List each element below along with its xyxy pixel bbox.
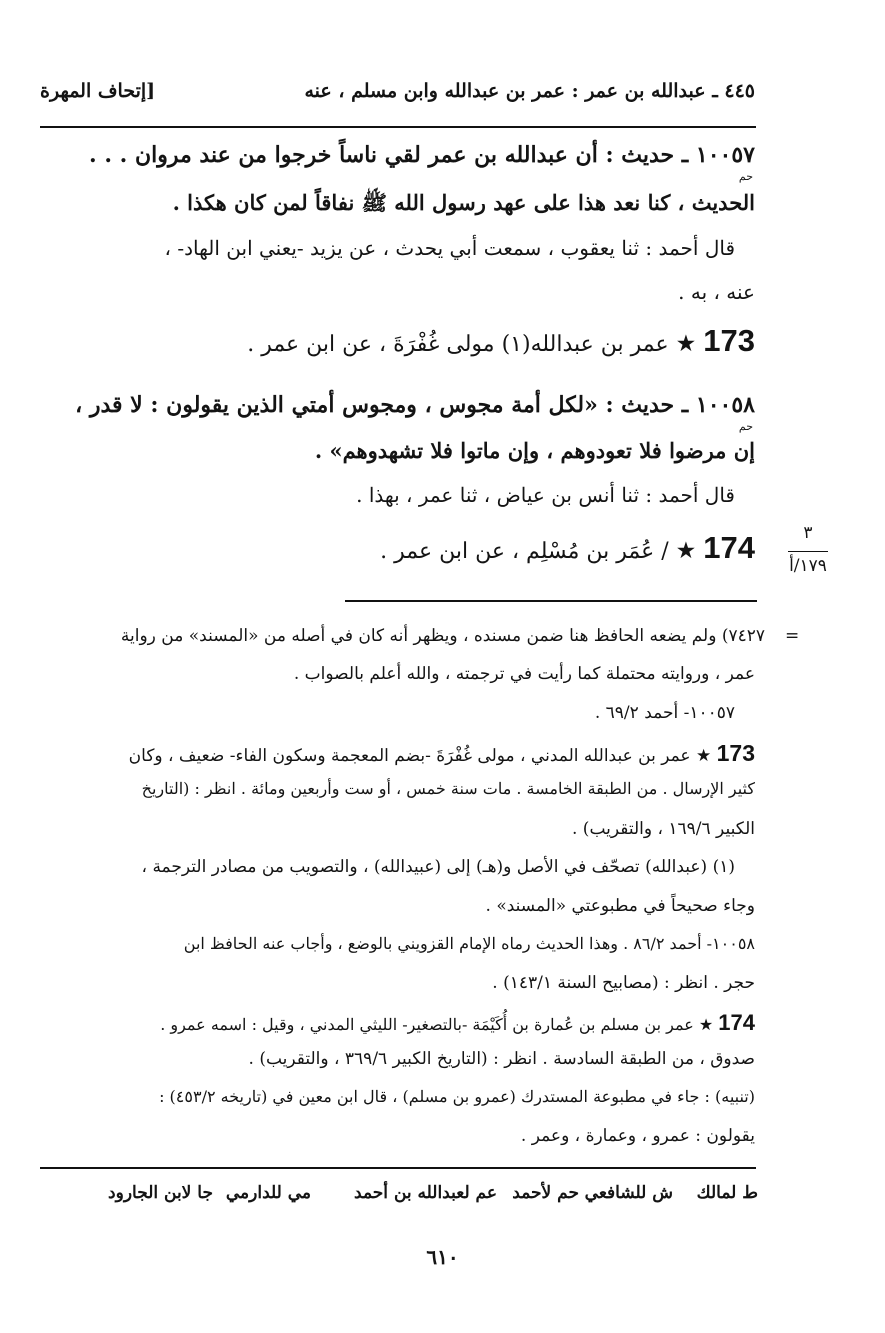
running-header-title: ٤٤٥ ـ عبدالله بن عمر : عمر بن عبدالله وابن مسلم ، عنه [304, 80, 755, 102]
note-7427-line-1: ٧٤٢٧) ولم يضعه الحافظ هنا ضمن مسنده ، ويظهر أنه كان في أصله من «المسند» من رواية [120, 626, 765, 646]
note-174-line-1 [160, 1010, 755, 1036]
hadith-10058-line-2: إن مرضوا فلا تعودوهم ، وإن ماتوا فلا تشهدوهم» . [314, 438, 755, 463]
abbr-darimi: مي للدارمي [225, 1183, 311, 1203]
hadith-10058-source-code: حم [738, 420, 753, 433]
note-7427-line-2: عمر ، وروايته محتملة كما رأيت في ترجمته ، والله أعلم بالصواب . [293, 664, 755, 684]
margin-ref-bottom: ١٧٩/أ [789, 556, 827, 576]
note-1-line-1: (١) (عبدالله) تصحّف في الأصل و(هـ) إلى (عبيدالله) ، والتصويب من مصادر الترجمة ، [141, 857, 735, 877]
hadith-10057-isnad-1: قال أحمد : ثنا يعقوب ، سمعت أبي يحدث ، عن يزيد -يعني ابن الهاد- ، [164, 236, 735, 260]
star-icon: ★ [675, 538, 697, 564]
margin-ref-divider [788, 551, 828, 552]
hadith-10057-isnad-2: عنه ، به . [678, 280, 755, 304]
header-rule [40, 126, 756, 128]
note-10057-source: ١٠٠٥٧- أحمد ٦٩/٢ . [594, 703, 735, 723]
note-173-number: 173 [716, 740, 755, 766]
hadith-10057-line-2: الحديث ، كنا نعد هذا على عهد رسول الله ﷺ نفاقاً لمن كان هكذا . [172, 190, 755, 215]
note-caution-line-1: (تنبيه) : جاء في مطبوعة المستدرك (عمرو بن مسلم) ، قال ابن معين في (تاريخه ٤٥٣/٢) : [159, 1087, 755, 1106]
continuation-mark: = [785, 626, 800, 646]
hadith-10058-line-1: ١٠٠٥٨ ـ حديث : «لكل أمة مجوس ، ومجوس أمتي الذين يقولون : لا قدر ، [75, 392, 755, 418]
hadith-10057-line-1: ١٠٠٥٧ ـ حديث : أن عبدالله بن عمر لقي ناساً خرجوا من عند مروان . . . [89, 142, 755, 168]
abbr-ahmad: حم لأحمد [512, 1183, 579, 1203]
note-174-number: 174 [718, 1010, 755, 1035]
narrator-174-heading [380, 530, 755, 566]
note-173-line-2: كثير الإرسال . من الطبقة الخامسة . مات سنة خمس ، أو ست وأربعين ومائة . انظر : (التاريخ [141, 779, 755, 798]
star-icon: ★ [675, 331, 697, 357]
narrator-173-number: 173 [703, 323, 755, 358]
abbreviations-rule [40, 1167, 756, 1169]
narrator-174-text: / عُمَر بن مُسْلِم ، عن ابن عمر . [380, 539, 669, 564]
note-caution-line-2: يقولون : عمرو ، وعمارة ، وعمر . [520, 1126, 755, 1146]
narrator-173-text: عمر بن عبدالله(١) مولى غُفْرَةَ ، عن ابن عمر . [247, 332, 669, 357]
footnote-rule [345, 600, 757, 602]
note-10058-line-2: حجر . انظر : (مصابيح السنة ١٤٣/١) . [492, 973, 755, 993]
abbr-jarud: جا لابن الجارود [108, 1183, 213, 1203]
page-number: ٦١٠ [426, 1245, 459, 1269]
note-173-text: ★ عمر بن عبدالله المدني ، مولى غُفْرَةَ -بضم المعجمة وسكون الفاء- ضعيف ، وكان [128, 746, 712, 766]
note-10058-line-1: ١٠٠٥٨- أحمد ٨٦/٢ . وهذا الحديث رماه الإمام القزويني بالوضع ، وأجاب عنه الحافظ ابن [183, 934, 755, 953]
margin-ref-top: ٣ [803, 523, 813, 543]
note-1-line-2: وجاء صحيحاً في مطبوعتي «المسند» . [485, 896, 755, 916]
note-173-line-3: الكبير ١٦٩/٦ ، والتقريب) . [572, 819, 755, 839]
narrator-173-heading [247, 323, 755, 359]
note-174-line-2: صدوق ، من الطبقة السادسة . انظر : (التاريخ الكبير ٣٦٩/٦ ، والتقريب) . [248, 1049, 755, 1069]
narrator-174-number: 174 [703, 530, 755, 565]
running-header-book-name: [إتحاف المهرة [40, 80, 156, 102]
abbr-shafii: ش للشافعي [584, 1183, 673, 1203]
hadith-10058-isnad: قال أحمد : ثنا أنس بن عياض ، ثنا عمر ، بهذا . [356, 483, 735, 507]
note-174-text: ★ عمر بن مسلم بن عُمارة بن أُكَيْمَة -بالتصغير- الليثي المدني ، وقيل : اسمه عمرو . [160, 1015, 714, 1034]
note-173-line-1 [129, 740, 755, 767]
abbr-abdullah: عم لعبدالله بن أحمد [354, 1183, 497, 1203]
abbr-malik: ط لمالك [696, 1183, 758, 1203]
hadith-10057-source-code: حم [738, 170, 753, 183]
